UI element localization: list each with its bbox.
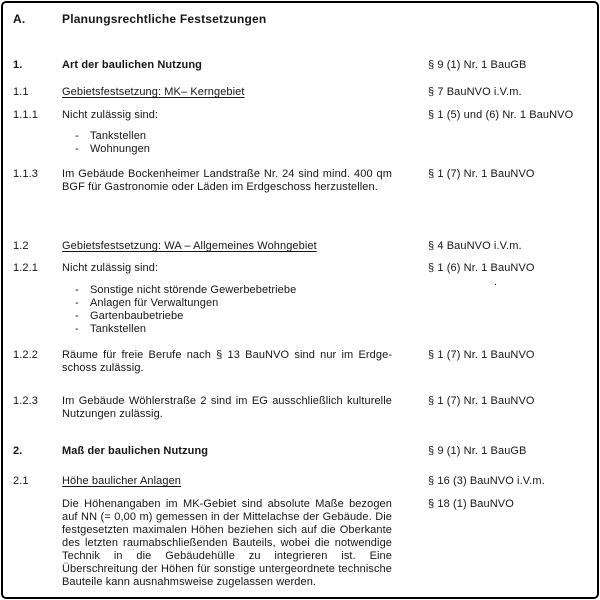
legal-reference: § 9 (1) Nr. 1 BauGB (428, 445, 527, 457)
section-number: 2.1 (13, 475, 29, 487)
dash-bullet: - (75, 297, 79, 309)
clause-text: Räume für freie Berufe nach § 13 BauNVO sind nur im Erdgeschoss zulässig. (62, 349, 392, 374)
clause-text: Im Gebäude Wöhlerstraße 2 sind im EG ausschließlich kulturelle Nutzungen zulässig. (62, 395, 392, 420)
section-letter: A. (13, 12, 26, 26)
dash-bullet: - (75, 143, 79, 155)
section-number: 1.2 (13, 240, 29, 252)
legal-reference: § 4 BauNVO i.V.m. (428, 240, 522, 252)
section-row-2 (13, 445, 594, 458)
clause-text: Die Höhenangaben im MK-Gebiet sind absolute Maße bezogen auf NN (= 0,00 m) gemessen in der Mittelachse der Gebäude. Die festgesetzten maximalen Höhen beziehen sich auf die Oberkante des letzten raumabschließenden Bauteils, wobei die notwendige Technik in die Gebäudehülle zu integrieren ist. Eine Überschreitung der Höhen für sonstige untergeordnete technische Bauteile kann ausnahmsweise zugelassen werden. (62, 498, 392, 588)
dash-bullet: - (75, 323, 79, 335)
dash-bullet: - (75, 310, 79, 322)
section-row-1-2-2 (13, 349, 594, 375)
section-number: 1.1 (13, 86, 29, 98)
list-item-text: Sonstige nicht störende Gewerbebetriebe (90, 284, 297, 296)
legal-reference: § 1 (5) und (6) Nr. 1 BauNVO (428, 109, 574, 121)
section-title-underlined: Gebietsfestsetzung: MK– Kerngebiet (62, 86, 245, 98)
section-row-1-1-3 (13, 168, 594, 194)
list-item (62, 323, 392, 336)
section-title-underlined: Gebietsfestsetzung: WA – Allgemeines Wohngebiet (62, 240, 317, 252)
page-title: Planungsrechtliche Festsetzungen (62, 12, 267, 26)
section-row-1-2 (13, 240, 594, 253)
section-row-1-1-1 (13, 109, 594, 122)
section-number: 1. (13, 59, 23, 71)
list-wa (13, 284, 594, 336)
section-row-2-1 (13, 475, 594, 488)
section-row-1-1 (13, 86, 594, 99)
legal-reference: § 1 (7) Nr. 1 BauNVO (428, 395, 535, 407)
section-title: Art der baulichen Nutzung (62, 59, 202, 71)
section-number: 1.2.2 (13, 349, 38, 361)
clause-text: Nicht zulässig sind: (62, 262, 159, 274)
section-title-underlined: Höhe baulicher Anlagen (62, 475, 182, 487)
list-mk (13, 130, 594, 156)
legal-reference: § 1 (7) Nr. 1 BauNVO (428, 168, 535, 180)
section-row-1-2-3 (13, 395, 594, 421)
list-item (62, 297, 392, 310)
section-row-1-2-1 (13, 262, 594, 275)
list-item (62, 143, 392, 156)
section-number: 1.1.1 (13, 109, 38, 121)
legal-reference: § 1 (6) Nr. 1 BauNVO (428, 262, 535, 274)
list-item-text: Gartenbaubetriebe (90, 310, 184, 322)
legal-reference: § 1 (7) Nr. 1 BauNVO (428, 349, 535, 361)
dash-bullet: - (75, 130, 79, 142)
legal-reference: § 7 BauNVO i.V.m. (428, 86, 522, 98)
list-item-text: Anlagen für Verwaltungen (90, 297, 219, 309)
list-item-text: Tankstellen (90, 323, 147, 335)
section-number: 1.1.3 (13, 168, 38, 180)
clause-text: Nicht zulässig sind: (62, 109, 159, 121)
section-number: 1.2.1 (13, 262, 38, 274)
list-item (62, 310, 392, 323)
section-title: Maß der baulichen Nutzung (62, 445, 209, 457)
list-item-text: Tankstellen (90, 130, 147, 142)
legal-reference: § 9 (1) Nr. 1 BauGB (428, 59, 527, 71)
document-title-row (13, 13, 594, 26)
clause-text: Im Gebäude Bockenheimer Landstraße Nr. 24 sind mind. 400 qm BGF für Gastronomie oder Läden im Erdgeschoss herzustellen. (62, 168, 392, 193)
scan-artifact-dot: . (494, 276, 498, 288)
list-item (62, 284, 392, 297)
section-number: 1.2.3 (13, 395, 38, 407)
legal-reference: § 16 (3) BauNVO i.V.m. (428, 475, 545, 487)
dash-bullet: - (75, 284, 79, 296)
legal-reference: § 18 (1) BauNVO (428, 498, 514, 510)
section-row-2-1-body (13, 498, 594, 589)
section-row-1 (13, 59, 594, 72)
section-number: 2. (13, 445, 23, 457)
list-item (62, 130, 392, 143)
list-item-text: Wohnungen (90, 143, 151, 155)
